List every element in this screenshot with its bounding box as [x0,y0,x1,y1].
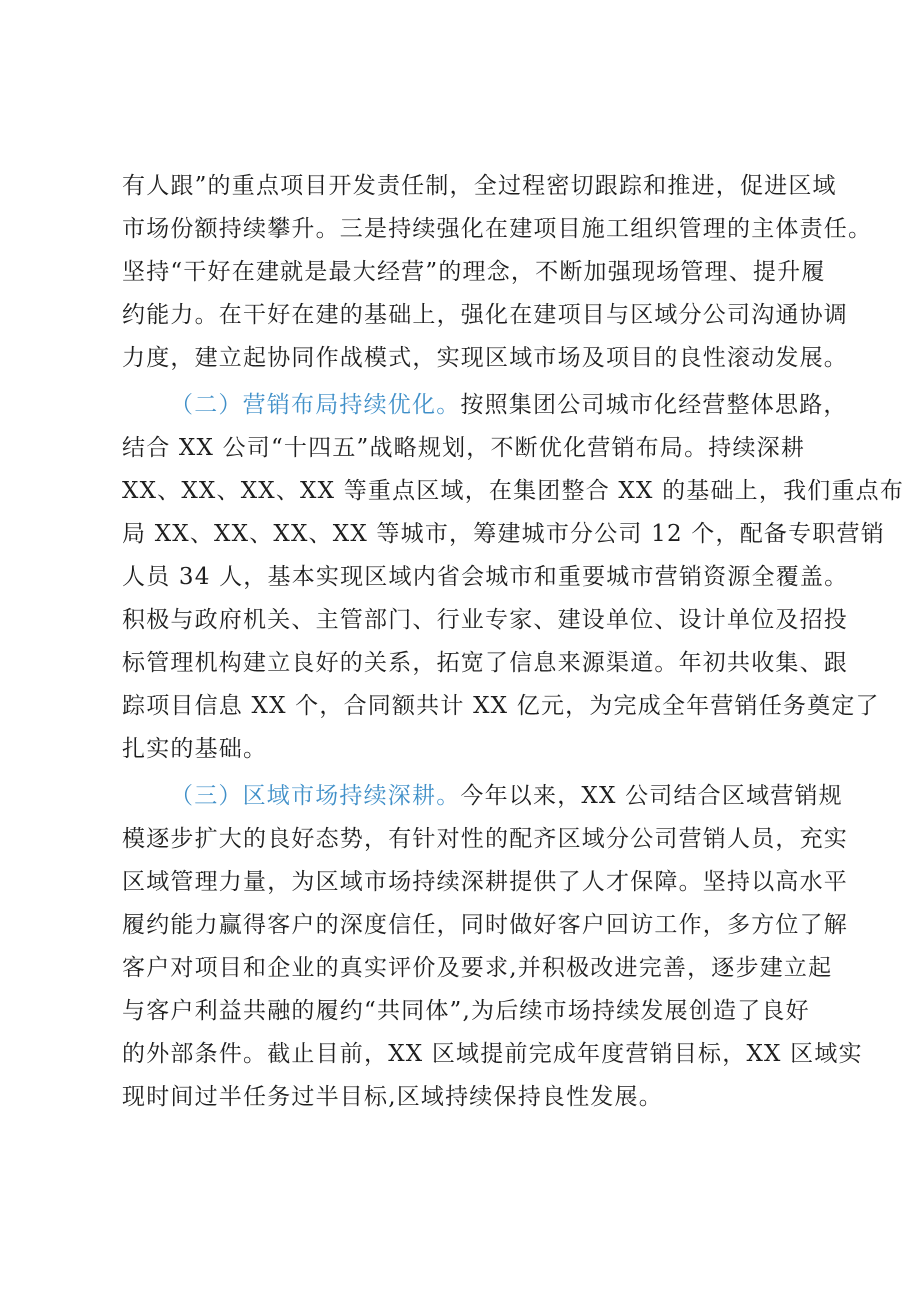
paragraph-1-line-2: 市场份额持续攀升。三是持续强化在建项目施工组织管理的主体责任。 [122,216,873,242]
paragraph-3-line-1 [170,775,843,817]
paragraph-1-line-4: 约能力。在干好在建的基础上，强化在建项目与区域分公司沟通协调 [122,302,848,328]
paragraph-2-line-8: 踪项目信息 XX 个，合同额共计 XX 亿元，为完成全年营销任务奠定了 [122,693,880,719]
paragraph-2-line-6: 积极与政府机关、主管部门、行业专家、建设单位、设计单位及招投 [122,607,848,633]
paragraph-3-first-line-text: 今年以来，XX 公司结合区域营销规 [460,783,843,809]
paragraph-1-line-1: 有人跟”的重点项目开发责任制，全过程密切跟踪和推进，促进区域 [122,173,837,199]
paragraph-1-line-3: 坚持“干好在建就是最大经营”的理念，不断加强现场管理、提升履 [122,259,826,285]
paragraph-2-line-5: 人员 34 人，基本实现区域内省会城市和重要城市营销资源全覆盖。 [122,564,849,590]
section-heading-2: （二）营销布局持续优化。 [170,392,461,418]
section-heading-3: （三）区域市场持续深耕。 [170,783,461,809]
paragraph-3-line-7: 的外部条件。截止目前，XX 区域提前完成年度营销目标，XX 区域实 [122,1041,863,1067]
paragraph-2-line-2: 结合 XX 公司“十四五”战略规划，不断优化营销布局。持续深耕 [122,435,806,461]
paragraph-1-line-5: 力度，建立起协同作战模式，实现区域市场及项目的良性滚动发展。 [122,345,848,371]
paragraph-2-line-3: XX、XX、XX、XX 等重点区域，在集团整合 XX 的基础上，我们重点布 [122,478,905,504]
paragraph-3-line-5: 客户对项目和企业的真实评价及要求,并积极改进完善，逐步建立起 [122,955,833,981]
paragraph-3-line-4: 履约能力赢得客户的深度信任，同时做好客户回访工作，多方位了解 [122,912,848,938]
paragraph-2-first-line-text: 按照集团公司城市化经营整体思路， [460,392,848,418]
paragraph-2-line-9: 扎实的基础。 [122,736,268,762]
paragraph-3-line-2: 模逐步扩大的良好态势，有针对性的配齐区域分公司营销人员，充实 [122,826,848,852]
paragraph-3-line-8: 现时间过半任务过半目标,区域持续保持良性发展。 [122,1084,663,1110]
paragraph-2-line-7: 标管理机构建立良好的关系，拓宽了信息来源渠道。年初共收集、跟 [122,650,848,676]
paragraph-2-line-4: 局 XX、XX、XX、XX 等城市，筹建城市分公司 12 个，配备专职营销 [122,521,885,547]
paragraph-2-line-1 [170,384,848,426]
paragraph-3-line-6: 与客户利益共融的履约“共同体”,为后续市场持续发展创造了良好 [122,998,810,1024]
paragraph-3-line-3: 区域管理力量，为区域市场持续深耕提供了人才保障。坚持以高水平 [122,869,848,895]
